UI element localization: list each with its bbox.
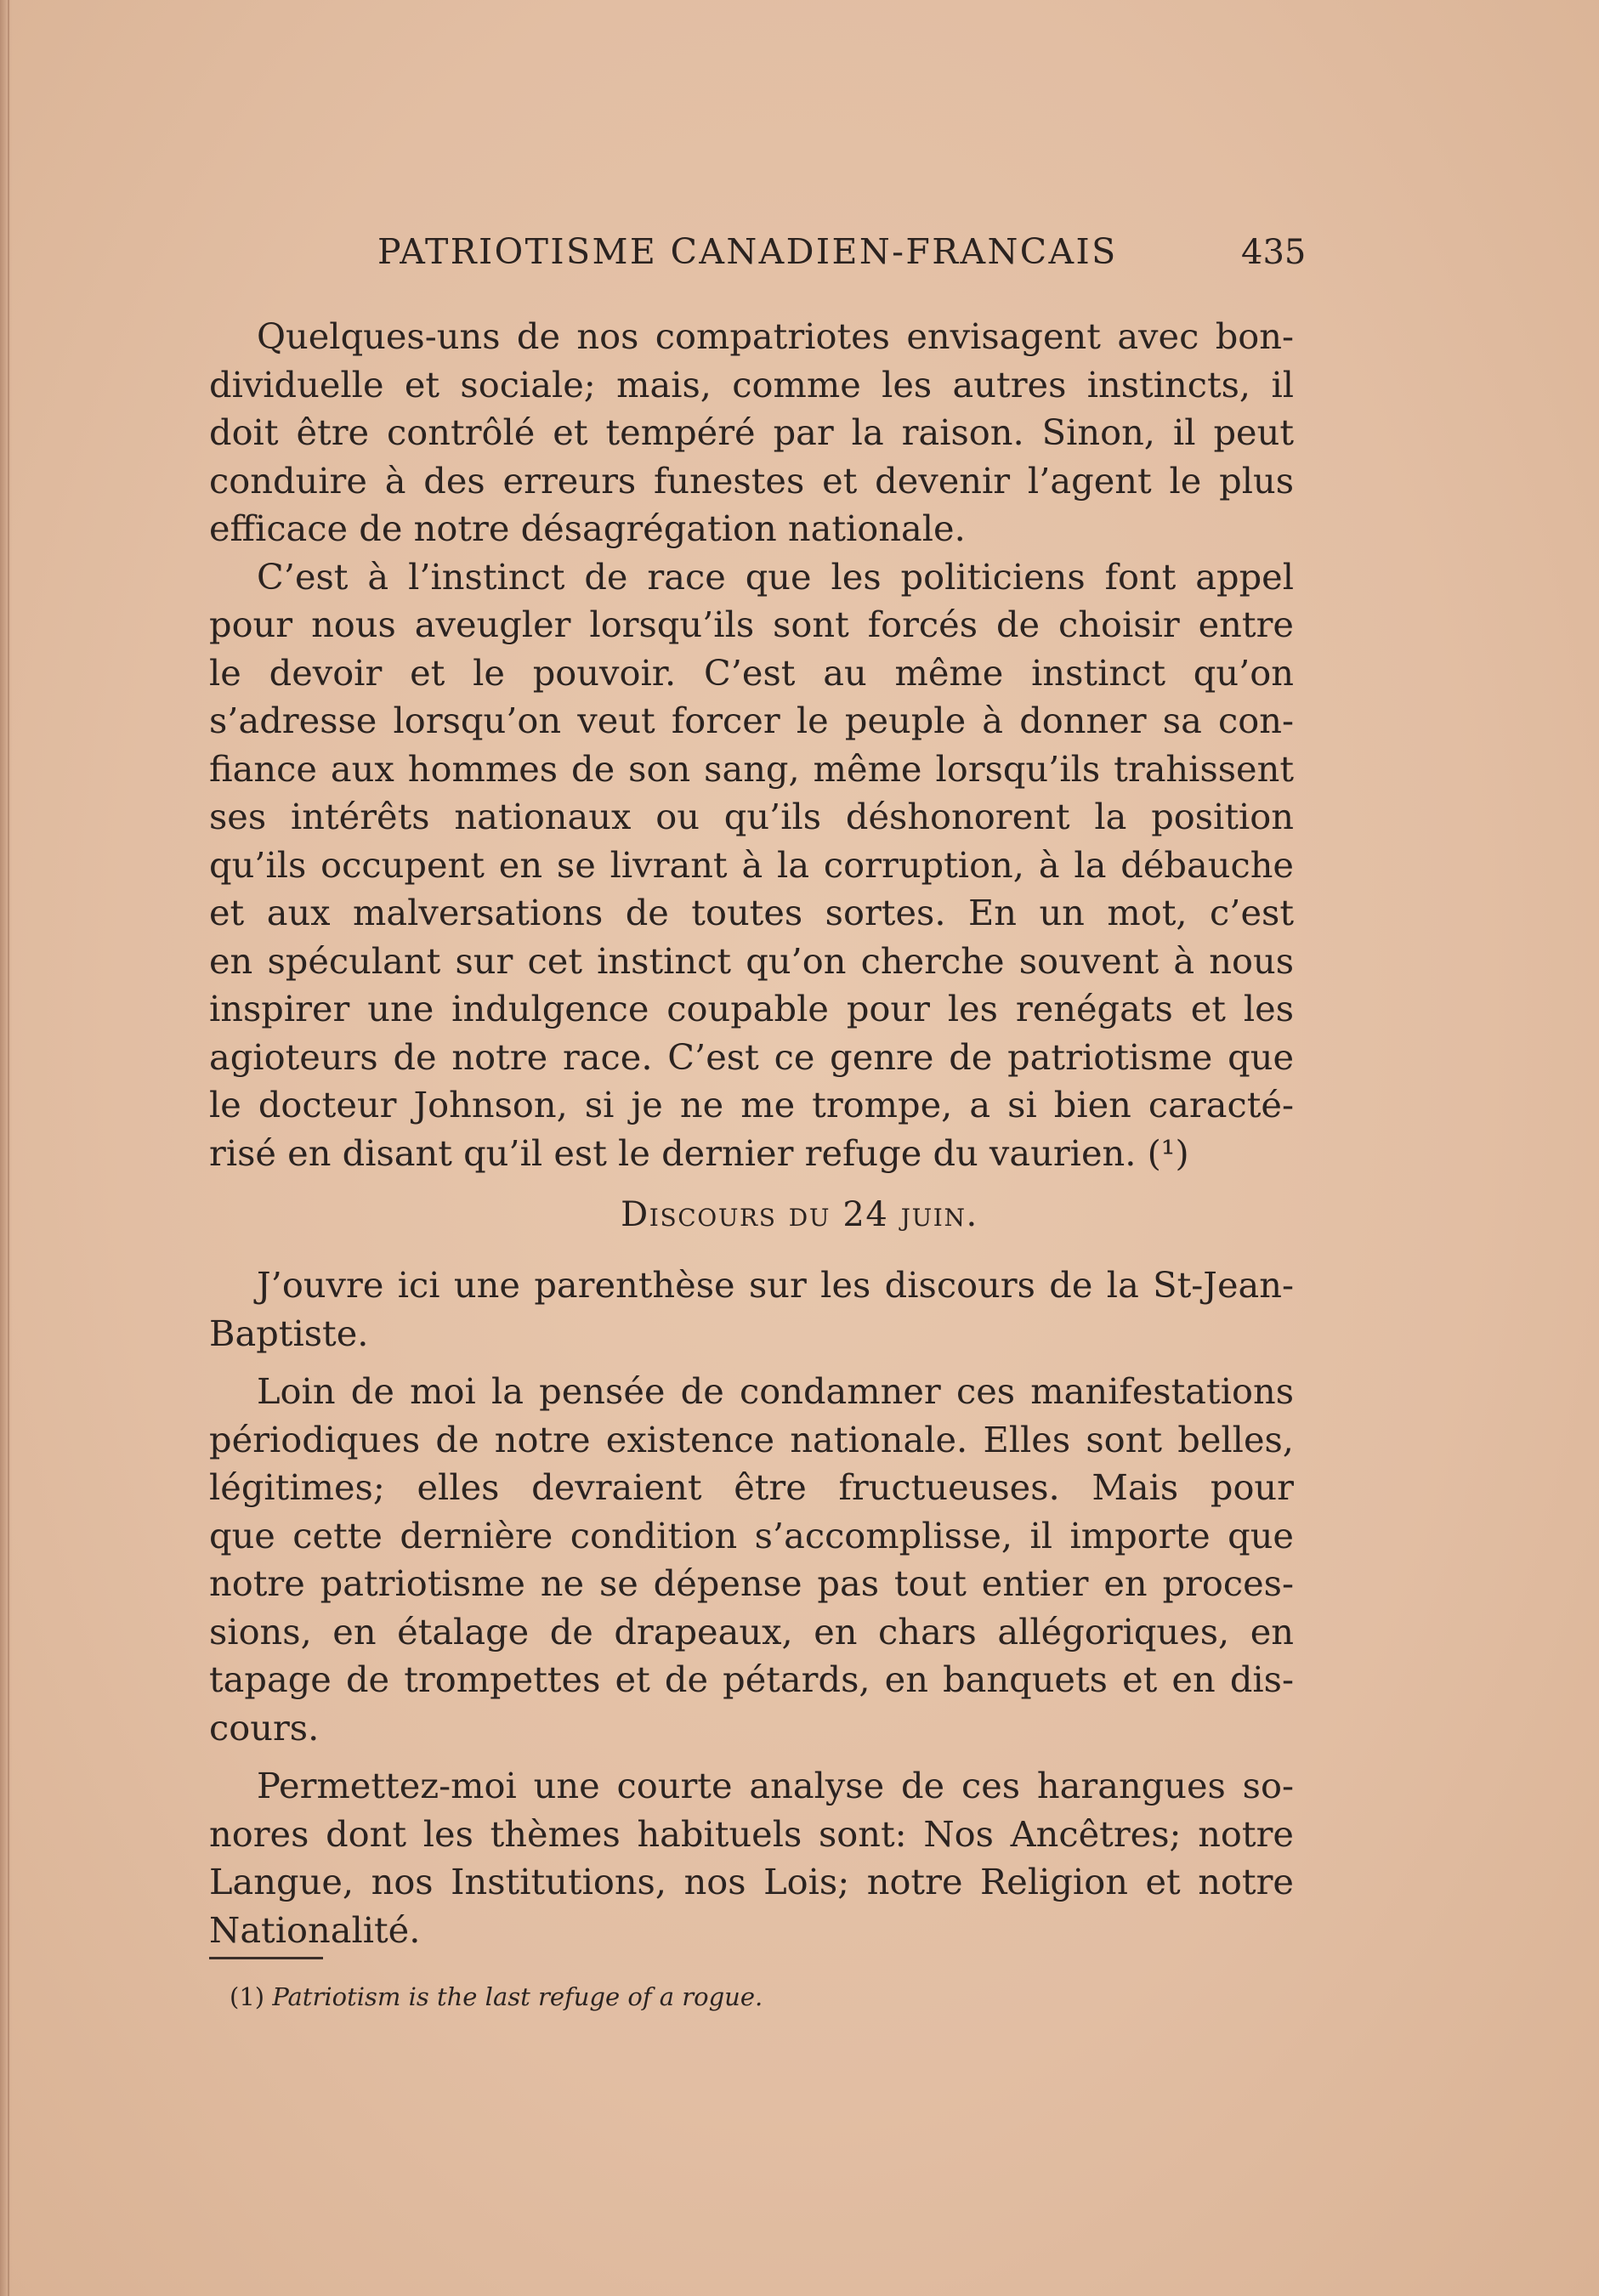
text-line: et aux malversations de toutes sortes. En un mot, c’est [209, 892, 1294, 933]
running-title: PATRIOTISME CANADIEN-FRANCAIS [377, 231, 1118, 272]
text-line: Nationalité. [209, 1908, 421, 1951]
text-line: risé en disant qu’il est le dernier refuge du vaurien. (¹) [209, 1131, 1189, 1174]
text-line: conduire à des erreurs funestes et devenir l’agent le plus [209, 459, 1294, 502]
text-line: notre patriotisme ne se dépense pas tout entier en proces- [209, 1562, 1294, 1604]
text-line: dividuelle et sociale; mais, comme les autres instincts, il [209, 363, 1294, 405]
text-line: J’ouvre ici une parenthèse sur les discours de la St-Jean- [257, 1264, 1294, 1306]
footnote [230, 1982, 763, 2011]
paragraph [209, 1368, 1294, 1752]
text-line: doit être contrôlé et tempéré par la raison. Sinon, il peut [209, 411, 1294, 453]
text-line: qu’ils occupent en se livrant à la corruption, à la débauche [209, 843, 1294, 886]
text-line: en spéculant sur cet instinct qu’on cherche souvent à nous [209, 939, 1294, 982]
text-line: Quelques-uns de nos compatriotes envisagent avec bon- [257, 315, 1294, 357]
body-text-part-1 [209, 313, 1294, 1177]
paragraph-gap [209, 1358, 1294, 1368]
page-binding-edge [0, 0, 12, 2296]
paragraph [209, 313, 1294, 553]
text-line: tapage de trompettes et de pétards, en banquets et en dis- [209, 1658, 1294, 1700]
body-text-part-2 [209, 1261, 1294, 1954]
footnote-rule [209, 1957, 323, 1959]
section-heading: Discours du 24 juin. [621, 1195, 978, 1234]
text-line: sions, en étalage de drapeaux, en chars allégoriques, en [209, 1610, 1294, 1653]
page-number: 435 [1241, 233, 1307, 272]
running-head [0, 231, 1599, 282]
text-line: que cette dernière condition s’accomplisse, il importe que [209, 1514, 1294, 1556]
text-line: s’adresse lorsqu’on veut forcer le peuple à donner sa con- [209, 700, 1294, 741]
text-line: efficace de notre désagrégation nationale. [209, 507, 966, 549]
paragraph [209, 1261, 1294, 1358]
footnote-text: Patriotism is the last refuge of a rogue. [272, 1982, 763, 2011]
text-line: inspirer une indulgence coupable pour les renégats et les [209, 988, 1294, 1029]
text-line: fiance aux hommes de son sang, même lorsqu’ils trahissent [209, 747, 1294, 790]
text-line: ses intérêts nationaux ou qu’ils déshonorent la position [209, 796, 1294, 837]
text-line: agioteurs de notre race. C’est ce genre de patriotisme que [209, 1035, 1294, 1078]
text-line: Loin de moi la pensée de condamner ces manifestations [257, 1370, 1294, 1412]
text-line: Langue, nos Institutions, nos Lois; notre Religion et notre [209, 1861, 1294, 1902]
text-line: Permettez-moi une courte analyse de ces harangues so- [257, 1765, 1294, 1806]
text-line: périodiques de notre existence nationale. Elles sont belles, [209, 1418, 1294, 1460]
text-line: le devoir et le pouvoir. C’est au même instinct qu’on [209, 651, 1294, 694]
text-line: pour nous aveugler lorsqu’ils sont forcés de choisir entre [209, 604, 1294, 645]
text-line: le docteur Johnson, si je ne me trompe, a si bien caracté- [209, 1084, 1294, 1125]
footnote-marker: (1) [230, 1982, 265, 2011]
text-line: légitimes; elles devraient être fructueuses. Mais pour [209, 1466, 1294, 1508]
text-line: Baptiste. [209, 1312, 369, 1354]
text-line: cours. [209, 1706, 320, 1749]
text-line: nores dont les thèmes habituels sont: Nos Ancêtres; notre [209, 1812, 1294, 1855]
text-line: C’est à l’instinct de race que les politiciens font appel [257, 555, 1294, 598]
paragraph-gap [209, 1752, 1294, 1762]
paragraph [209, 553, 1294, 1178]
paragraph [209, 1762, 1294, 1954]
